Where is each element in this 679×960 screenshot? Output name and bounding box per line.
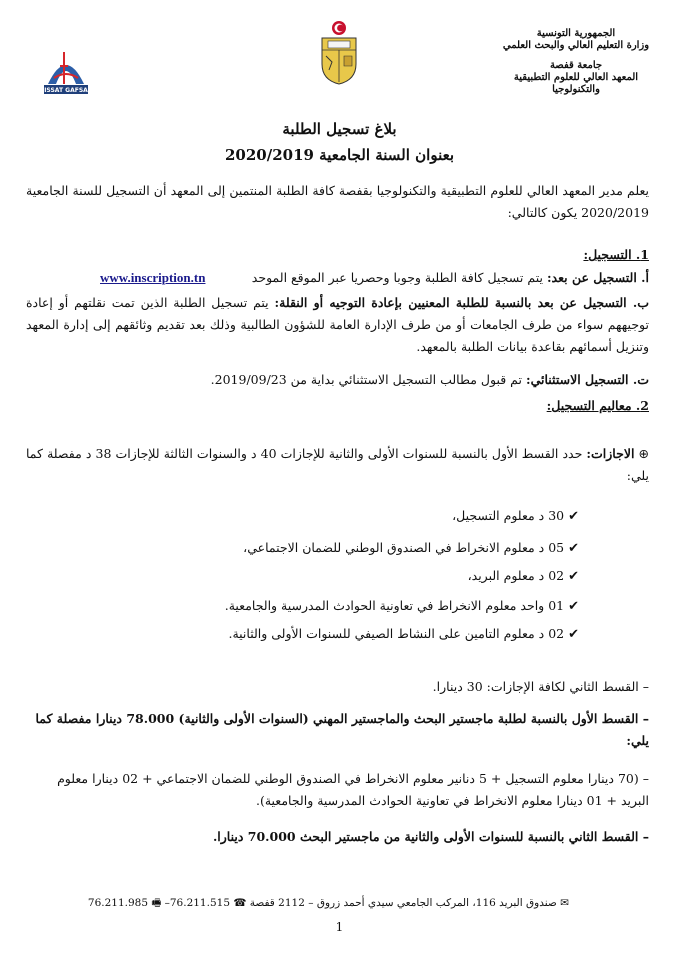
dash-text-2: القسط الأول بالنسبة لطلبة ماجستير البحث والماجستير المهني (السنوات الأولى والثانية) 78.000 دينارا مفصلة كما يلي: <box>35 711 649 748</box>
checkmark-icon: ✔ <box>568 509 579 524</box>
second-installment-licence: – القسط الثاني لكافة الإجازات: 30 دينارا. <box>432 679 649 694</box>
licence-fees <box>26 443 649 487</box>
page-number: 1 <box>335 920 344 934</box>
header-line-4: جامعة قفصة <box>549 60 603 71</box>
fee-item <box>225 598 579 614</box>
licence-text: حدد القسط الأول بالنسبة للسنوات الأولى والثانية للإجازات 40 د والسنوات الثالثة للإجازات 38 د مفصلة كما يلي: <box>26 446 649 483</box>
fax-icon: 🖷 <box>148 897 162 909</box>
section-1a-label: أ. التسجيل عن بعد: <box>546 270 649 285</box>
master-second-installment: – القسط الثاني بالنسبة للسنوات الأولى والثانية من ماجستير البحث 70.000 دينارا. <box>212 829 649 844</box>
section-1b <box>26 292 649 358</box>
checkmark-icon: ✔ <box>568 627 579 642</box>
section-2-heading: 2. معاليم التسجيل: <box>546 398 649 413</box>
section-1c <box>26 372 649 387</box>
checkmark-icon: ✔ <box>568 599 579 614</box>
dash-text-4: القسط الثاني بالنسبة للسنوات الأولى والثانية من ماجستير البحث 70.000 دينارا. <box>212 829 639 844</box>
fee-item <box>468 568 579 584</box>
header-line-6: والتكنولوجيا <box>552 84 600 95</box>
footer-phone: 76.211.515– <box>164 897 230 909</box>
notice-title: بلاغ تسجيل الطلبة <box>282 120 397 138</box>
footer-address: صندوق البريد 116، المركب الجامعي سيدي أحمد زروق – 2112 قفصة <box>249 897 557 909</box>
fee-item <box>228 626 579 642</box>
academic-year-title: بعنوان السنة الجامعية 2020/2019 <box>224 146 455 164</box>
section-1b-label: ب. التسجيل عن بعد بالنسبة للطلبة المعنيين بإعادة التوجيه أو النقلة: <box>274 295 649 310</box>
fee-item-text: 30 د معلوم التسجيل، <box>452 508 565 523</box>
header-line-5: المعهد العالي للعلوم التطبيقية <box>513 72 639 83</box>
fee-item <box>452 508 579 524</box>
section-1b-text: يتم تسجيل الطلبة الذين تمت نقلتهم أو إعادة توجيههم سواء من طرف الجامعات أو من طرف الإدارة العامة للشؤون الطالبية وذلك بعد تقديم وثائقهم إلى إدارة المعهد وتنزيل أسمائهم بقاعدة بيانات الطلبة بالمعهد. <box>26 295 649 354</box>
envelope-icon: ✉ <box>560 897 569 909</box>
circle-plus-icon: ⊕ <box>638 446 649 461</box>
section-1a-text: يتم تسجيل كافة الطلبة وجوبا وحصريا عبر الموقع الموحد <box>251 270 543 285</box>
issat-gafsa-logo <box>40 44 92 96</box>
section-1c-text: تم قبول مطالب التسجيل الاستثنائي بداية من 2019/09/23. <box>210 372 522 387</box>
ministry-header <box>491 28 661 96</box>
inscription-link[interactable]: www.inscription.tn <box>100 270 206 285</box>
checkmark-icon: ✔ <box>568 541 579 556</box>
dash-text-1: القسط الثاني لكافة الإجازات: 30 دينارا. <box>432 679 639 694</box>
licence-label: الاجازات: <box>586 446 635 461</box>
fee-item-text: 01 واحد معلوم الانخراط في تعاونية الحوادث المدرسية والجامعية. <box>224 598 565 613</box>
fee-item-text: 02 د معلوم البريد، <box>467 568 565 583</box>
phone-icon: ☎ <box>230 897 247 909</box>
checkmark-icon: ✔ <box>568 569 579 584</box>
header-line-1: الجمهورية التونسية <box>536 28 616 39</box>
fee-item <box>243 540 579 556</box>
header-line-2: وزارة التعليم العالي والبحث العلمي <box>502 40 650 51</box>
master-fee-breakdown: – (70 دينارا معلوم التسجيل + 5 دنانير معلوم الانخراط في الصندوق الوطني للضمان الاجتماعي + 02 دينارا معلوم البريد + 01 دينارا معلوم الانخراط في تعاونية الحوادث المدرسية والجامعية). <box>57 771 649 808</box>
section-1-heading: 1. التسجيل: <box>583 247 649 262</box>
logo-text: ISSAT GAFSA <box>44 87 88 94</box>
tunisia-crest-icon <box>316 20 362 86</box>
master-first-installment: – القسط الأول بالنسبة لطلبة ماجستير البحث والماجستير المهني (السنوات الأولى والثانية) 78.000 دينارا مفصلة كما يلي: <box>35 711 649 748</box>
fee-item-text: 05 د معلوم الانخراط في الصندوق الوطني للضمان الاجتماعي، <box>243 540 565 555</box>
fee-item-text: 02 د معلوم التامين على النشاط الصيفي للسنوات الأولى والثانية. <box>228 626 565 641</box>
intro-paragraph: يعلم مدير المعهد العالي للعلوم التطبيقية والتكنولوجيا بقفصة كافة الطلبة المنتمين إلى المعهد أن التسجيل للسنة الجامعية 2020/2019 يكون كالتالي: <box>26 183 649 220</box>
dash-text-3: (70 دينارا معلوم التسجيل + 5 دنانير معلوم الانخراط في الصندوق الوطني للضمان الاجتماعي + 02 دينارا معلوم البريد + 01 دينارا معلوم الانخراط في تعاونية الحوادث المدرسية والجامعية). <box>57 771 649 808</box>
footer-fax: 76.211.985 <box>87 897 149 909</box>
footer-contact <box>20 895 569 913</box>
section-1c-label: ت. التسجيل الاستثنائي: <box>525 372 649 387</box>
